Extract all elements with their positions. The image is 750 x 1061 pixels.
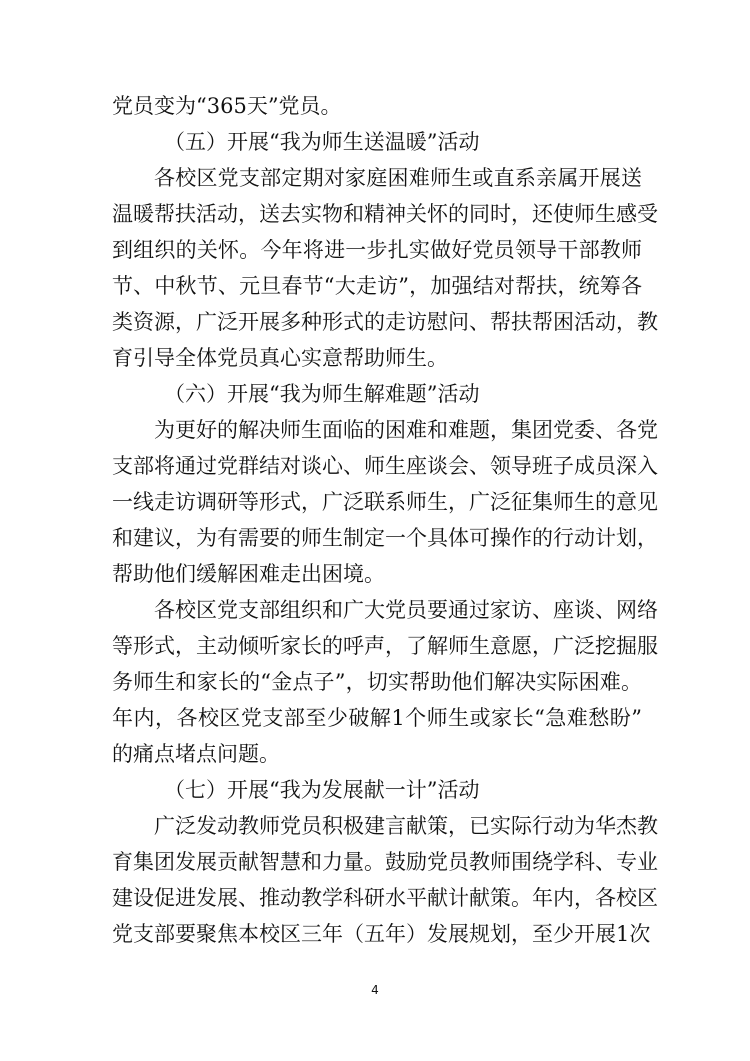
text-line: 为更好的解决师生面临的困难和难题，集团党委、各党: [154, 418, 658, 442]
text-line: 党支部要聚焦本校区三年（五年）发展规划，至少开展1次: [112, 922, 651, 946]
text-line: 各校区党支部定期对家庭困难师生或直系亲属开展送: [154, 166, 642, 190]
section-heading: （五）开展“我为师生送温暖”活动: [164, 130, 480, 154]
text-line: 类资源，广泛开展多种形式的走访慰问、帮扶帮困活动，教: [112, 310, 658, 334]
text-line: 和建议，为有需要的师生制定一个具体可操作的行动计划，: [112, 526, 658, 550]
text-line: 育引导全体党员真心实意帮助师生。: [112, 346, 448, 370]
text-line: 节、中秋节、元旦春节“大走访”，加强结对帮扶，统筹各: [112, 274, 642, 298]
text-line: 等形式，主动倾听家长的呼声，了解师生意愿，广泛挖掘服: [112, 634, 658, 658]
text-line: 广泛发动教师党员积极建言献策，已实际行动为华杰教: [154, 814, 658, 838]
section-heading: （六）开展“我为师生解难题”活动: [164, 382, 480, 406]
text-line: 帮助他们缓解困难走出困境。: [112, 562, 385, 586]
text-line: 务师生和家长的“金点子”，切实帮助他们解决实际困难。: [112, 670, 642, 694]
text-line: 各校区党支部组织和广大党员要通过家访、座谈、网络: [154, 598, 658, 622]
text-line: 一线走访调研等形式，广泛联系师生，广泛征集师生的意见: [112, 490, 658, 514]
text-line: 支部将通过党群结对谈心、师生座谈会、领导班子成员深入: [112, 454, 658, 478]
text-line: 建设促进发展、推动教学科研水平献计献策。年内，各校区: [112, 886, 658, 910]
text-line: 到组织的关怀。今年将进一步扎实做好党员领导干部教师: [112, 238, 642, 262]
page-number: 4: [371, 983, 379, 997]
text-line: 育集团发展贡献智慧和力量。鼓励党员教师围绕学科、专业: [112, 850, 658, 874]
text-line: 的痛点堵点问题。: [112, 742, 280, 766]
text-line: 党员变为“365天”党员。: [112, 94, 342, 118]
document-body: [112, 88, 658, 952]
text-line: 温暖帮扶活动，送去实物和精神关怀的同时，还使师生感受: [112, 202, 658, 226]
text-line: 年内，各校区党支部至少破解1个师生或家长“急难愁盼”: [112, 706, 642, 730]
section-heading: （七）开展“我为发展献一计”活动: [164, 778, 480, 802]
